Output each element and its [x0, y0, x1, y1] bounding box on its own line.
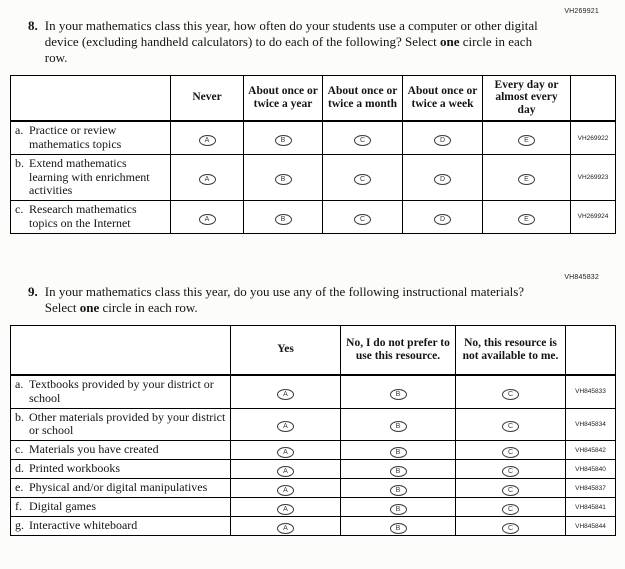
- answer-cell: [403, 201, 483, 234]
- answer-cell: [341, 460, 456, 479]
- q9-header-no-prefer: No, I do not prefer to use this resource.: [341, 325, 456, 375]
- answer-bubble[interactable]: D: [434, 174, 451, 185]
- answer-bubble[interactable]: B: [390, 504, 407, 515]
- row-code: VH269923: [571, 154, 616, 200]
- answer-cell: [483, 154, 571, 200]
- answer-bubble[interactable]: B: [390, 447, 407, 458]
- row-label: [11, 375, 231, 408]
- q9-header-row: [11, 325, 616, 375]
- row-label-text: Practice or review mathematics topics: [29, 123, 122, 151]
- answer-cell: [456, 498, 566, 517]
- table-row: [11, 498, 616, 517]
- answer-cell: [341, 441, 456, 460]
- q9-rows: [11, 375, 616, 536]
- table-row: [11, 121, 616, 154]
- answer-bubble[interactable]: A: [277, 485, 294, 496]
- q9-header-code-blank: [566, 325, 616, 375]
- answer-bubble[interactable]: B: [390, 485, 407, 496]
- row-label: [11, 154, 171, 200]
- answer-cell: [456, 408, 566, 441]
- answer-cell: [323, 201, 403, 234]
- q9-text: [10, 284, 615, 316]
- answer-cell: [341, 479, 456, 498]
- row-code: VH845840: [566, 460, 616, 479]
- answer-bubble[interactable]: A: [199, 135, 216, 146]
- row-letter: c.: [15, 202, 24, 217]
- row-letter: b.: [15, 155, 24, 170]
- q8-number: 8.: [28, 18, 38, 33]
- row-label-text: Textbooks provided by your district or school: [29, 377, 214, 405]
- answer-bubble[interactable]: E: [518, 214, 535, 225]
- answer-bubble[interactable]: A: [277, 466, 294, 477]
- answer-cell: [483, 201, 571, 234]
- row-label-text: Research mathematics topics on the Internet: [29, 202, 137, 230]
- table-row: [11, 479, 616, 498]
- answer-bubble[interactable]: C: [502, 523, 519, 534]
- answer-cell: [456, 441, 566, 460]
- row-letter: c.: [15, 442, 24, 457]
- answer-cell: [456, 479, 566, 498]
- answer-bubble[interactable]: A: [277, 523, 294, 534]
- row-label: [11, 121, 171, 154]
- answer-cell: [323, 121, 403, 154]
- table-row: [11, 154, 616, 200]
- row-code: VH269922: [571, 121, 616, 154]
- row-label: [11, 408, 231, 441]
- row-label: [11, 441, 231, 460]
- q8-text-part2: circle in each row.: [44, 33, 533, 65]
- q9-bold-one: one: [79, 299, 100, 315]
- answer-cell: [231, 479, 341, 498]
- answer-bubble[interactable]: B: [390, 466, 407, 477]
- q8-text-part1: In your mathematics class this year, how often do your students use a computer or other digital device (excluding handheld calculators) to do each of the following? Select: [44, 18, 538, 49]
- row-letter: f.: [15, 499, 22, 514]
- answer-cell: [231, 375, 341, 408]
- q9-number: 9.: [28, 283, 38, 299]
- row-label: [11, 460, 231, 479]
- answer-bubble[interactable]: A: [277, 421, 294, 432]
- answer-bubble[interactable]: C: [354, 214, 371, 225]
- row-letter: d.: [15, 461, 24, 476]
- answer-cell: [456, 517, 566, 536]
- table-row: [11, 408, 616, 441]
- q9-header-yes: Yes: [231, 325, 341, 375]
- row-code: VH845837: [566, 479, 616, 498]
- answer-bubble[interactable]: D: [434, 214, 451, 225]
- answer-bubble[interactable]: C: [354, 135, 371, 146]
- answer-bubble[interactable]: C: [502, 466, 519, 477]
- q9-text-part1: In your mathematics class this year, do you use any of the following instructional materials? Select: [44, 283, 525, 315]
- row-letter: a.: [15, 123, 24, 138]
- answer-bubble[interactable]: A: [199, 214, 216, 225]
- q8-rows: [11, 121, 616, 233]
- answer-cell: [456, 460, 566, 479]
- row-label-text: Extend mathematics learning with enrichment activities: [29, 155, 150, 198]
- answer-bubble[interactable]: A: [277, 389, 294, 400]
- answer-bubble[interactable]: C: [354, 174, 371, 185]
- answer-bubble[interactable]: C: [502, 447, 519, 458]
- q9-table: [10, 325, 616, 537]
- answer-bubble[interactable]: A: [277, 504, 294, 515]
- answer-bubble[interactable]: D: [434, 135, 451, 146]
- table-row: [11, 441, 616, 460]
- answer-bubble[interactable]: B: [390, 421, 407, 432]
- answer-bubble[interactable]: B: [275, 135, 292, 146]
- q8-header-every-day: Every day or almost every day: [483, 75, 571, 121]
- table-row: [11, 201, 616, 234]
- q8-table: [10, 75, 616, 234]
- row-label-text: Materials you have created: [29, 442, 159, 457]
- answer-bubble[interactable]: C: [502, 389, 519, 400]
- answer-cell: [244, 201, 323, 234]
- answer-cell: [323, 154, 403, 200]
- row-letter: b.: [15, 409, 24, 424]
- row-label: [11, 517, 231, 536]
- answer-cell: [171, 121, 244, 154]
- q8-header-code-blank: [571, 75, 616, 121]
- answer-cell: [403, 121, 483, 154]
- row-label-text: Digital games: [29, 499, 96, 514]
- q8-header-row: [11, 75, 616, 121]
- row-code: VH845841: [566, 498, 616, 517]
- row-label: [11, 479, 231, 498]
- row-letter: e.: [15, 480, 24, 495]
- answer-bubble[interactable]: B: [275, 214, 292, 225]
- q8-header-once-month: About once or twice a month: [323, 75, 403, 121]
- row-code: VH845833: [566, 375, 616, 408]
- answer-cell: [171, 201, 244, 234]
- row-code: VH845834: [566, 408, 616, 441]
- row-label: [11, 201, 171, 234]
- answer-bubble[interactable]: B: [390, 389, 407, 400]
- answer-cell: [244, 154, 323, 200]
- row-label-text: Interactive whiteboard: [29, 518, 138, 533]
- question-9: [10, 274, 615, 536]
- answer-bubble[interactable]: C: [502, 485, 519, 496]
- q8-bold-one: one: [440, 33, 460, 49]
- table-row: [11, 460, 616, 479]
- q8-header-blank: [11, 75, 171, 121]
- answer-bubble[interactable]: E: [518, 174, 535, 185]
- row-label-text: Printed workbooks: [29, 461, 120, 476]
- row-letter: a.: [15, 377, 24, 391]
- answer-cell: [341, 375, 456, 408]
- answer-cell: [231, 517, 341, 536]
- answer-bubble[interactable]: C: [502, 504, 519, 515]
- answer-cell: [341, 498, 456, 517]
- answer-bubble[interactable]: A: [199, 174, 216, 185]
- table-row: [11, 517, 616, 536]
- answer-cell: [456, 375, 566, 408]
- answer-bubble[interactable]: C: [502, 421, 519, 432]
- row-label-text: Physical and/or digital manipulatives: [29, 480, 208, 495]
- row-code: VH845844: [566, 517, 616, 536]
- answer-cell: [231, 498, 341, 517]
- q8-header-never: Never: [171, 75, 244, 121]
- answer-cell: [231, 441, 341, 460]
- q9-header-blank: [11, 325, 231, 375]
- answer-cell: [244, 121, 323, 154]
- table-row: [11, 375, 616, 408]
- answer-cell: [231, 408, 341, 441]
- row-label: [11, 498, 231, 517]
- q9-item-code: VH845832: [564, 273, 599, 281]
- row-letter: g.: [15, 518, 24, 533]
- answer-cell: [341, 408, 456, 441]
- answer-bubble[interactable]: B: [390, 523, 407, 534]
- answer-cell: [231, 460, 341, 479]
- q9-text-part2: circle in each row.: [99, 299, 198, 315]
- q8-item-code: VH269921: [564, 8, 599, 15]
- answer-cell: [403, 154, 483, 200]
- q9-header-no-available: No, this resource is not available to me.: [456, 325, 566, 375]
- answer-bubble[interactable]: B: [275, 174, 292, 185]
- answer-cell: [341, 517, 456, 536]
- answer-bubble[interactable]: E: [518, 135, 535, 146]
- answer-cell: [171, 154, 244, 200]
- answer-cell: [483, 121, 571, 154]
- q9-body: [45, 284, 550, 316]
- answer-bubble[interactable]: A: [277, 447, 294, 458]
- row-code: VH269924: [571, 201, 616, 234]
- q8-body: [45, 18, 550, 66]
- q8-text: [10, 18, 615, 66]
- row-code: VH845842: [566, 441, 616, 460]
- row-label-text: Other materials provided by your district or school: [29, 409, 226, 438]
- q8-header-once-year: About once or twice a year: [244, 75, 323, 121]
- q8-header-once-week: About once or twice a week: [403, 75, 483, 121]
- question-8: [10, 8, 615, 234]
